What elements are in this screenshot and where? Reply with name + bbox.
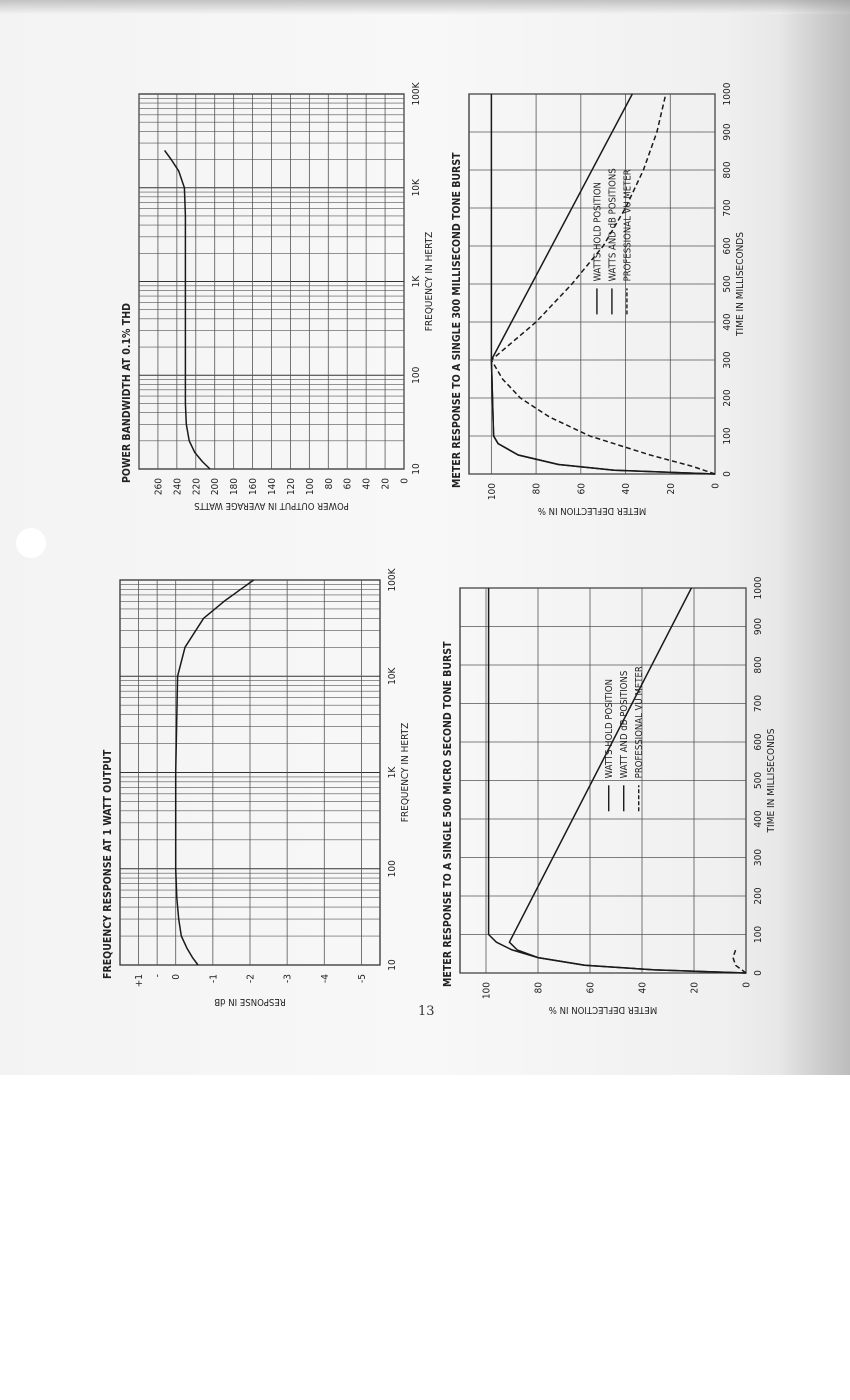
x-tick-label: 10 bbox=[387, 959, 398, 971]
x-tick-label: 100 bbox=[753, 925, 764, 944]
x-tick-label: 900 bbox=[753, 617, 764, 636]
y-tick-label: 220 bbox=[191, 478, 203, 496]
chart-title: METER RESPONSE TO A SINGLE 300 MILLISECOND TONE BURST bbox=[451, 152, 463, 488]
x-tick-label: 10K bbox=[387, 667, 398, 685]
y-tick-label: 20 bbox=[665, 483, 677, 495]
y-tick-label: 40 bbox=[637, 982, 649, 994]
x-tick-label: 400 bbox=[753, 810, 764, 828]
x-tick-label: 0 bbox=[753, 970, 764, 976]
y-tick-label: 0 bbox=[399, 478, 411, 484]
y-tick-label: 80 bbox=[531, 483, 543, 495]
y-tick-label: 80 bbox=[323, 478, 335, 490]
grid bbox=[139, 94, 404, 469]
series-line bbox=[733, 950, 746, 973]
x-tick-label: 200 bbox=[753, 887, 764, 905]
y-tick-label: 0 bbox=[710, 483, 722, 489]
y-tick-label: 60 bbox=[585, 982, 597, 994]
legend-entry: WATT AND dB POSITIONS bbox=[619, 670, 631, 779]
chart-title: FREQUENCY RESPONSE AT 1 WATT OUTPUT bbox=[102, 749, 114, 979]
y-tick-label: 140 bbox=[267, 478, 278, 496]
grid bbox=[120, 580, 380, 965]
x-tick-label: 300 bbox=[722, 351, 733, 369]
x-tick-label: 100 bbox=[722, 427, 733, 445]
y-axis-label: METER DEFLECTION IN % bbox=[537, 505, 647, 516]
legend-entry: WATTS AND dB POSITIONS bbox=[607, 168, 619, 282]
x-tick-label: 1000 bbox=[753, 576, 764, 600]
chart-title: POWER BANDWIDTH AT 0.1% THD bbox=[121, 303, 133, 483]
x-tick-label: 500 bbox=[722, 275, 733, 293]
legend-entry: WATTS HOLD POSITION bbox=[592, 182, 604, 282]
y-tick-label: +1 bbox=[134, 974, 146, 988]
x-tick-label: 400 bbox=[722, 313, 733, 331]
x-tick-label: 500 bbox=[753, 771, 764, 790]
x-tick-label: 1000 bbox=[722, 82, 733, 106]
x-tick-label: 1K bbox=[411, 275, 422, 288]
y-tick-label: 100 bbox=[304, 478, 316, 496]
y-tick-label: -1 bbox=[208, 974, 220, 983]
chart-title: METER RESPONSE TO A SINGLE 500 MICRO SECOND TONE BURST bbox=[442, 641, 454, 987]
x-tick-label: 300 bbox=[753, 848, 764, 867]
punch-hole bbox=[16, 528, 46, 558]
y-axis-label: POWER OUTPUT IN AVERAGE WATTS bbox=[194, 500, 349, 511]
x-tick-label: 800 bbox=[753, 656, 764, 674]
x-tick-label: 900 bbox=[722, 123, 733, 141]
y-tick-label: -3 bbox=[282, 974, 294, 983]
x-tick-label: 100 bbox=[387, 860, 398, 878]
page-number: 13 bbox=[418, 1004, 435, 1019]
x-tick-label: 800 bbox=[722, 161, 733, 179]
y-tick-label: 80 bbox=[533, 982, 545, 994]
y-tick-label: 40 bbox=[361, 478, 373, 490]
x-tick-label: 10 bbox=[411, 463, 422, 475]
legend bbox=[592, 168, 633, 314]
chart-frequency-response bbox=[102, 567, 411, 1007]
legend bbox=[604, 666, 645, 811]
y-tick-label: 60 bbox=[342, 478, 354, 490]
x-tick-label: 100K bbox=[411, 82, 422, 106]
x-tick-label: 10K bbox=[411, 179, 422, 197]
x-axis-label: TIME IN MILLISECONDS bbox=[735, 232, 746, 336]
x-tick-label: 1K bbox=[387, 766, 398, 779]
x-axis-label: FREQUENCY IN HERTZ bbox=[424, 231, 435, 332]
x-tick-label: 600 bbox=[753, 733, 764, 751]
y-tick-label: 20 bbox=[689, 982, 701, 994]
x-tick-label: 700 bbox=[722, 199, 733, 217]
y-tick-label: 240 bbox=[172, 478, 184, 496]
y-tick-label: 0 bbox=[171, 974, 183, 980]
legend-entry: PROFESSIONAL VU METER bbox=[622, 169, 634, 282]
legend-entry: WATTS HOLD POSITION bbox=[604, 678, 616, 779]
y-tick-label: 100 bbox=[486, 483, 498, 501]
y-tick-label: 0 bbox=[741, 982, 753, 988]
x-tick-label: 600 bbox=[722, 237, 733, 255]
y-tick-label: -2 bbox=[245, 974, 257, 983]
y-axis-label: RESPONSE IN dB bbox=[214, 996, 286, 1007]
y-axis-label: METER DEFLECTION IN % bbox=[548, 1004, 658, 1015]
y-tick-label: -4 bbox=[319, 974, 331, 983]
y-tick-label: 20 bbox=[380, 478, 392, 490]
x-axis-label: FREQUENCY IN HERTZ bbox=[400, 722, 411, 823]
y-tick-label: -5 bbox=[356, 974, 368, 983]
chart-power-bandwidth bbox=[121, 81, 435, 511]
x-tick-label: 200 bbox=[722, 389, 733, 407]
y-tick-label: 260 bbox=[153, 478, 165, 496]
y-tick-label: 100 bbox=[481, 982, 493, 1000]
grid bbox=[460, 588, 746, 973]
y-tick-label: 200 bbox=[210, 478, 222, 496]
rotated-charts-sheet bbox=[70, 45, 777, 1045]
legend-entry: PROFESSIONAL VU METER bbox=[634, 666, 646, 779]
y-tick-label: 60 bbox=[576, 483, 588, 495]
x-tick-label: 700 bbox=[753, 694, 764, 713]
y-tick-label: 160 bbox=[248, 478, 260, 496]
x-tick-label: 100 bbox=[411, 366, 422, 384]
chart-meter-500us bbox=[442, 576, 777, 1015]
y-tick-label: 40 bbox=[621, 483, 633, 495]
x-tick-label: 100K bbox=[387, 568, 398, 592]
scan-top-shadow bbox=[0, 0, 850, 14]
chart-meter-300ms bbox=[451, 82, 746, 516]
y-tick-label: 180 bbox=[229, 478, 241, 496]
y-tick-label: - bbox=[152, 974, 164, 978]
grid bbox=[469, 94, 715, 474]
x-tick-label: 0 bbox=[722, 471, 733, 477]
x-axis-label: TIME IN MILLISECONDS bbox=[766, 728, 777, 833]
y-tick-label: 120 bbox=[285, 478, 297, 496]
scan-edge-shadow bbox=[780, 0, 850, 1075]
